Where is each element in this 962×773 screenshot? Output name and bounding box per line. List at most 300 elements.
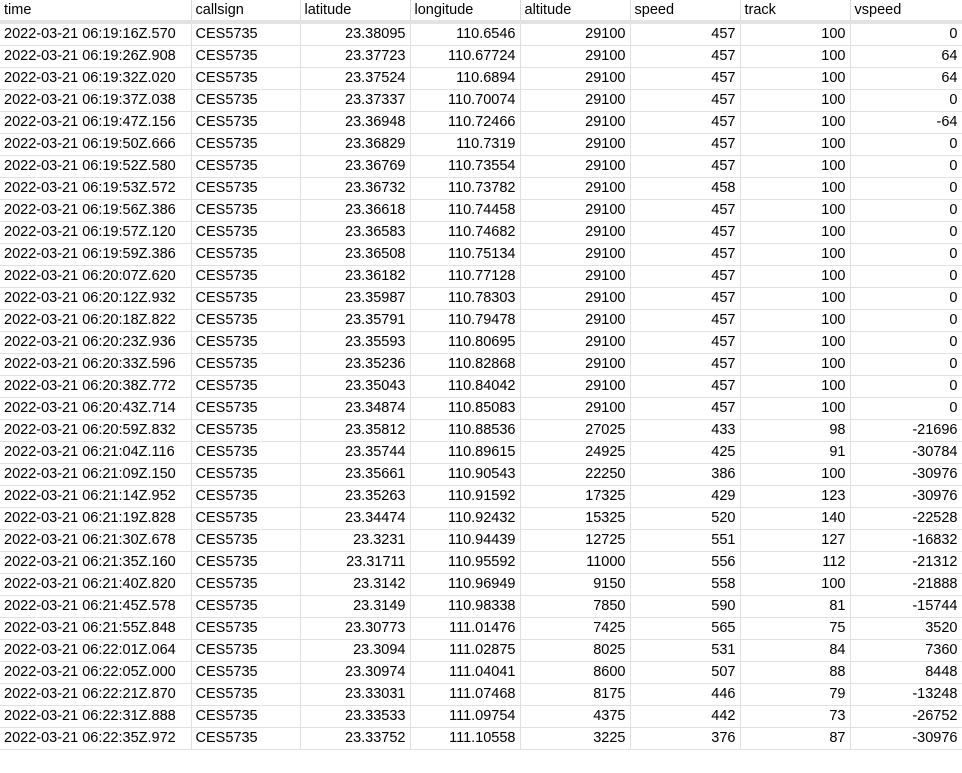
cell-time[interactable]: 2022-03-21 06:19:37Z.038: [0, 90, 191, 112]
cell-speed[interactable]: 457: [630, 310, 740, 332]
cell-time[interactable]: 2022-03-21 06:21:35Z.160: [0, 552, 191, 574]
cell-speed[interactable]: 520: [630, 508, 740, 530]
cell-vspeed[interactable]: 0: [850, 398, 962, 420]
cell-track[interactable]: 84: [740, 640, 850, 662]
cell-track[interactable]: 100: [740, 574, 850, 596]
cell-latitude[interactable]: 23.34474: [300, 508, 410, 530]
cell-track[interactable]: 75: [740, 618, 850, 640]
cell-callsign[interactable]: CES5735: [191, 134, 300, 156]
cell-callsign[interactable]: CES5735: [191, 244, 300, 266]
cell-latitude[interactable]: 23.33533: [300, 706, 410, 728]
cell-time[interactable]: 2022-03-21 06:20:43Z.714: [0, 398, 191, 420]
table-row: [0, 376, 962, 398]
cell-altitude[interactable]: 29100: [520, 354, 630, 376]
cell-time[interactable]: 2022-03-21 06:20:18Z.822: [0, 310, 191, 332]
cell-speed[interactable]: 442: [630, 706, 740, 728]
cell-callsign[interactable]: CES5735: [191, 442, 300, 464]
cell-altitude[interactable]: 27025: [520, 420, 630, 442]
table-row: [0, 134, 962, 156]
cell-speed[interactable]: 457: [630, 156, 740, 178]
cell-speed[interactable]: 507: [630, 662, 740, 684]
cell-vspeed[interactable]: -30976: [850, 728, 962, 750]
cell-callsign[interactable]: CES5735: [191, 640, 300, 662]
cell-longitude[interactable]: 110.79478: [410, 310, 520, 332]
cell-time[interactable]: 2022-03-21 06:19:56Z.386: [0, 200, 191, 222]
table-row: [0, 288, 962, 310]
cell-latitude[interactable]: 23.35791: [300, 310, 410, 332]
cell-track[interactable]: 127: [740, 530, 850, 552]
cell-vspeed[interactable]: 0: [850, 156, 962, 178]
cell-longitude[interactable]: 110.96949: [410, 574, 520, 596]
cell-vspeed[interactable]: -30976: [850, 464, 962, 486]
cell-latitude[interactable]: 23.35043: [300, 376, 410, 398]
cell-latitude[interactable]: 23.35263: [300, 486, 410, 508]
cell-track[interactable]: 91: [740, 442, 850, 464]
cell-longitude[interactable]: 110.74682: [410, 222, 520, 244]
cell-altitude[interactable]: 29100: [520, 22, 630, 46]
cell-time[interactable]: 2022-03-21 06:20:33Z.596: [0, 354, 191, 376]
cell-callsign[interactable]: CES5735: [191, 22, 300, 46]
cell-speed[interactable]: 457: [630, 244, 740, 266]
cell-vspeed[interactable]: 0: [850, 376, 962, 398]
table-row: [0, 46, 962, 68]
cell-latitude[interactable]: 23.33031: [300, 684, 410, 706]
cell-latitude[interactable]: 23.36829: [300, 134, 410, 156]
cell-callsign[interactable]: CES5735: [191, 288, 300, 310]
cell-longitude[interactable]: 110.74458: [410, 200, 520, 222]
cell-latitude[interactable]: 23.38095: [300, 22, 410, 46]
cell-altitude[interactable]: 12725: [520, 530, 630, 552]
cell-altitude[interactable]: 29100: [520, 46, 630, 68]
cell-longitude[interactable]: 111.10558: [410, 728, 520, 750]
cell-longitude[interactable]: 110.89615: [410, 442, 520, 464]
cell-altitude[interactable]: 8175: [520, 684, 630, 706]
cell-time[interactable]: 2022-03-21 06:19:59Z.386: [0, 244, 191, 266]
cell-latitude[interactable]: 23.35744: [300, 442, 410, 464]
cell-track[interactable]: 81: [740, 596, 850, 618]
cell-callsign[interactable]: CES5735: [191, 200, 300, 222]
table-row: [0, 530, 962, 552]
cell-time[interactable]: 2022-03-21 06:20:12Z.932: [0, 288, 191, 310]
cell-vspeed[interactable]: 7360: [850, 640, 962, 662]
cell-latitude[interactable]: 23.36182: [300, 266, 410, 288]
table-row: [0, 640, 962, 662]
cell-track[interactable]: 88: [740, 662, 850, 684]
cell-longitude[interactable]: 110.73554: [410, 156, 520, 178]
cell-vspeed[interactable]: 0: [850, 244, 962, 266]
cell-track[interactable]: 100: [740, 464, 850, 486]
cell-speed[interactable]: 457: [630, 90, 740, 112]
table-row: [0, 112, 962, 134]
cell-longitude[interactable]: 110.78303: [410, 288, 520, 310]
cell-track[interactable]: 140: [740, 508, 850, 530]
cell-callsign[interactable]: CES5735: [191, 354, 300, 376]
cell-altitude[interactable]: 4375: [520, 706, 630, 728]
cell-latitude[interactable]: 23.36583: [300, 222, 410, 244]
cell-track[interactable]: 100: [740, 178, 850, 200]
table-row: [0, 178, 962, 200]
cell-track[interactable]: 100: [740, 46, 850, 68]
cell-speed[interactable]: 457: [630, 288, 740, 310]
cell-callsign[interactable]: CES5735: [191, 376, 300, 398]
cell-longitude[interactable]: 110.94439: [410, 530, 520, 552]
table-row: [0, 508, 962, 530]
cell-callsign[interactable]: CES5735: [191, 266, 300, 288]
cell-vspeed[interactable]: 3520: [850, 618, 962, 640]
cell-altitude[interactable]: 29100: [520, 288, 630, 310]
cell-callsign[interactable]: CES5735: [191, 486, 300, 508]
cell-callsign[interactable]: CES5735: [191, 178, 300, 200]
cell-time[interactable]: 2022-03-21 06:19:57Z.120: [0, 222, 191, 244]
cell-time[interactable]: 2022-03-21 06:21:40Z.820: [0, 574, 191, 596]
cell-altitude[interactable]: 29100: [520, 90, 630, 112]
cell-latitude[interactable]: 23.33752: [300, 728, 410, 750]
cell-vspeed[interactable]: -16832: [850, 530, 962, 552]
cell-callsign[interactable]: CES5735: [191, 530, 300, 552]
cell-speed[interactable]: 457: [630, 22, 740, 46]
cell-altitude[interactable]: 29100: [520, 68, 630, 90]
cell-track[interactable]: 123: [740, 486, 850, 508]
cell-speed[interactable]: 376: [630, 728, 740, 750]
cell-time[interactable]: 2022-03-21 06:19:26Z.908: [0, 46, 191, 68]
cell-longitude[interactable]: 110.70074: [410, 90, 520, 112]
table-row: [0, 442, 962, 464]
cell-callsign[interactable]: CES5735: [191, 90, 300, 112]
cell-altitude[interactable]: 22250: [520, 464, 630, 486]
cell-speed[interactable]: 457: [630, 266, 740, 288]
cell-vspeed[interactable]: -21696: [850, 420, 962, 442]
cell-altitude[interactable]: 29100: [520, 200, 630, 222]
cell-vspeed[interactable]: -15744: [850, 596, 962, 618]
cell-track[interactable]: 100: [740, 310, 850, 332]
cell-callsign[interactable]: CES5735: [191, 68, 300, 90]
cell-track[interactable]: 100: [740, 200, 850, 222]
cell-longitude[interactable]: 110.6894: [410, 68, 520, 90]
cell-time[interactable]: 2022-03-21 06:22:31Z.888: [0, 706, 191, 728]
cell-callsign[interactable]: CES5735: [191, 684, 300, 706]
cell-longitude[interactable]: 110.82868: [410, 354, 520, 376]
cell-track[interactable]: 79: [740, 684, 850, 706]
cell-speed[interactable]: 425: [630, 442, 740, 464]
cell-track[interactable]: 100: [740, 68, 850, 90]
cell-altitude[interactable]: 29100: [520, 332, 630, 354]
table-body: [0, 22, 962, 750]
cell-speed[interactable]: 457: [630, 112, 740, 134]
cell-longitude[interactable]: 110.77128: [410, 266, 520, 288]
cell-longitude[interactable]: 111.01476: [410, 618, 520, 640]
column-header-track[interactable]: track: [740, 0, 850, 22]
cell-speed[interactable]: 457: [630, 68, 740, 90]
cell-altitude[interactable]: 15325: [520, 508, 630, 530]
cell-longitude[interactable]: 110.72466: [410, 112, 520, 134]
column-header-callsign[interactable]: callsign: [191, 0, 300, 22]
cell-vspeed[interactable]: 0: [850, 354, 962, 376]
cell-speed[interactable]: 457: [630, 354, 740, 376]
table-row: [0, 22, 962, 46]
cell-vspeed[interactable]: 0: [850, 222, 962, 244]
cell-speed[interactable]: 458: [630, 178, 740, 200]
cell-track[interactable]: 100: [740, 354, 850, 376]
cell-altitude[interactable]: 29100: [520, 134, 630, 156]
cell-speed[interactable]: 457: [630, 200, 740, 222]
column-header-time[interactable]: time: [0, 0, 191, 22]
header-row: [0, 0, 962, 22]
cell-latitude[interactable]: 23.30773: [300, 618, 410, 640]
cell-latitude[interactable]: 23.35593: [300, 332, 410, 354]
cell-time[interactable]: 2022-03-21 06:19:50Z.666: [0, 134, 191, 156]
cell-longitude[interactable]: 110.88536: [410, 420, 520, 442]
cell-longitude[interactable]: 110.80695: [410, 332, 520, 354]
cell-vspeed[interactable]: -30784: [850, 442, 962, 464]
cell-speed[interactable]: 457: [630, 222, 740, 244]
cell-time[interactable]: 2022-03-21 06:19:52Z.580: [0, 156, 191, 178]
cell-callsign[interactable]: CES5735: [191, 618, 300, 640]
cell-latitude[interactable]: 23.36508: [300, 244, 410, 266]
cell-longitude[interactable]: 110.98338: [410, 596, 520, 618]
cell-callsign[interactable]: CES5735: [191, 46, 300, 68]
cell-speed[interactable]: 590: [630, 596, 740, 618]
table-row: [0, 222, 962, 244]
cell-speed[interactable]: 386: [630, 464, 740, 486]
cell-latitude[interactable]: 23.34874: [300, 398, 410, 420]
cell-track[interactable]: 100: [740, 398, 850, 420]
cell-callsign[interactable]: CES5735: [191, 332, 300, 354]
cell-vspeed[interactable]: 0: [850, 288, 962, 310]
cell-longitude[interactable]: 110.95592: [410, 552, 520, 574]
cell-longitude[interactable]: 110.7319: [410, 134, 520, 156]
cell-altitude[interactable]: 29100: [520, 112, 630, 134]
cell-callsign[interactable]: CES5735: [191, 464, 300, 486]
cell-altitude[interactable]: 29100: [520, 398, 630, 420]
cell-vspeed[interactable]: 0: [850, 90, 962, 112]
cell-time[interactable]: 2022-03-21 06:20:23Z.936: [0, 332, 191, 354]
cell-altitude[interactable]: 8025: [520, 640, 630, 662]
cell-latitude[interactable]: 23.36948: [300, 112, 410, 134]
column-header-longitude[interactable]: longitude: [410, 0, 520, 22]
cell-track[interactable]: 112: [740, 552, 850, 574]
cell-speed[interactable]: 433: [630, 420, 740, 442]
cell-altitude[interactable]: 7425: [520, 618, 630, 640]
column-header-speed[interactable]: speed: [630, 0, 740, 22]
table-row: [0, 574, 962, 596]
cell-latitude[interactable]: 23.36769: [300, 156, 410, 178]
cell-speed[interactable]: 446: [630, 684, 740, 706]
cell-latitude[interactable]: 23.36618: [300, 200, 410, 222]
cell-time[interactable]: 2022-03-21 06:19:47Z.156: [0, 112, 191, 134]
cell-longitude[interactable]: 110.75134: [410, 244, 520, 266]
cell-vspeed[interactable]: -13248: [850, 684, 962, 706]
cell-time[interactable]: 2022-03-21 06:21:14Z.952: [0, 486, 191, 508]
cell-longitude[interactable]: 110.90543: [410, 464, 520, 486]
cell-vspeed[interactable]: -30976: [850, 486, 962, 508]
cell-time[interactable]: 2022-03-21 06:21:19Z.828: [0, 508, 191, 530]
cell-time[interactable]: 2022-03-21 06:20:59Z.832: [0, 420, 191, 442]
cell-latitude[interactable]: 23.3094: [300, 640, 410, 662]
cell-track[interactable]: 100: [740, 376, 850, 398]
cell-track[interactable]: 100: [740, 288, 850, 310]
cell-vspeed[interactable]: 0: [850, 266, 962, 288]
cell-speed[interactable]: 457: [630, 376, 740, 398]
cell-speed[interactable]: 558: [630, 574, 740, 596]
cell-time[interactable]: 2022-03-21 06:22:05Z.000: [0, 662, 191, 684]
cell-time[interactable]: 2022-03-21 06:20:07Z.620: [0, 266, 191, 288]
cell-longitude[interactable]: 110.92432: [410, 508, 520, 530]
cell-longitude[interactable]: 111.02875: [410, 640, 520, 662]
cell-latitude[interactable]: 23.35812: [300, 420, 410, 442]
table-row: [0, 464, 962, 486]
table-row: [0, 596, 962, 618]
table-row: [0, 706, 962, 728]
cell-track[interactable]: 73: [740, 706, 850, 728]
cell-time[interactable]: 2022-03-21 06:22:21Z.870: [0, 684, 191, 706]
cell-vspeed[interactable]: -64: [850, 112, 962, 134]
cell-callsign[interactable]: CES5735: [191, 662, 300, 684]
table-row: [0, 244, 962, 266]
cell-callsign[interactable]: CES5735: [191, 728, 300, 750]
cell-latitude[interactable]: 23.35236: [300, 354, 410, 376]
cell-vspeed[interactable]: 0: [850, 332, 962, 354]
column-header-altitude[interactable]: altitude: [520, 0, 630, 22]
cell-callsign[interactable]: CES5735: [191, 596, 300, 618]
cell-track[interactable]: 100: [740, 266, 850, 288]
cell-vspeed[interactable]: -22528: [850, 508, 962, 530]
cell-longitude[interactable]: 110.73782: [410, 178, 520, 200]
column-header-vspeed[interactable]: vspeed: [850, 0, 962, 22]
table-row: [0, 266, 962, 288]
cell-longitude[interactable]: 110.85083: [410, 398, 520, 420]
cell-latitude[interactable]: 23.35661: [300, 464, 410, 486]
cell-latitude[interactable]: 23.37723: [300, 46, 410, 68]
cell-latitude[interactable]: 23.3231: [300, 530, 410, 552]
cell-vspeed[interactable]: -21312: [850, 552, 962, 574]
cell-time[interactable]: 2022-03-21 06:21:09Z.150: [0, 464, 191, 486]
cell-latitude[interactable]: 23.37337: [300, 90, 410, 112]
cell-callsign[interactable]: CES5735: [191, 310, 300, 332]
cell-time[interactable]: 2022-03-21 06:22:35Z.972: [0, 728, 191, 750]
cell-altitude[interactable]: 3225: [520, 728, 630, 750]
cell-altitude[interactable]: 29100: [520, 156, 630, 178]
cell-longitude[interactable]: 110.67724: [410, 46, 520, 68]
cell-track[interactable]: 87: [740, 728, 850, 750]
cell-altitude[interactable]: 17325: [520, 486, 630, 508]
cell-track[interactable]: 100: [740, 244, 850, 266]
cell-longitude[interactable]: 111.09754: [410, 706, 520, 728]
cell-longitude[interactable]: 111.07468: [410, 684, 520, 706]
cell-longitude[interactable]: 110.84042: [410, 376, 520, 398]
cell-altitude[interactable]: 29100: [520, 178, 630, 200]
cell-callsign[interactable]: CES5735: [191, 222, 300, 244]
cell-altitude[interactable]: 29100: [520, 376, 630, 398]
cell-time[interactable]: 2022-03-21 06:22:01Z.064: [0, 640, 191, 662]
cell-altitude[interactable]: 29100: [520, 222, 630, 244]
cell-latitude[interactable]: 23.31711: [300, 552, 410, 574]
cell-callsign[interactable]: CES5735: [191, 552, 300, 574]
cell-time[interactable]: 2022-03-21 06:21:30Z.678: [0, 530, 191, 552]
cell-track[interactable]: 100: [740, 134, 850, 156]
cell-track[interactable]: 100: [740, 22, 850, 46]
cell-altitude[interactable]: 29100: [520, 310, 630, 332]
table-row: [0, 552, 962, 574]
table-row: [0, 200, 962, 222]
cell-time[interactable]: 2022-03-21 06:19:32Z.020: [0, 68, 191, 90]
cell-latitude[interactable]: 23.35987: [300, 288, 410, 310]
cell-callsign[interactable]: CES5735: [191, 112, 300, 134]
cell-track[interactable]: 100: [740, 112, 850, 134]
cell-speed[interactable]: 457: [630, 46, 740, 68]
cell-latitude[interactable]: 23.30974: [300, 662, 410, 684]
cell-vspeed[interactable]: -21888: [850, 574, 962, 596]
cell-speed[interactable]: 531: [630, 640, 740, 662]
cell-speed[interactable]: 429: [630, 486, 740, 508]
cell-speed[interactable]: 551: [630, 530, 740, 552]
cell-callsign[interactable]: CES5735: [191, 706, 300, 728]
cell-vspeed[interactable]: 0: [850, 178, 962, 200]
cell-callsign[interactable]: CES5735: [191, 398, 300, 420]
cell-vspeed[interactable]: 0: [850, 200, 962, 222]
cell-latitude[interactable]: 23.37524: [300, 68, 410, 90]
cell-speed[interactable]: 556: [630, 552, 740, 574]
cell-latitude[interactable]: 23.3142: [300, 574, 410, 596]
cell-speed[interactable]: 457: [630, 398, 740, 420]
cell-vspeed[interactable]: 0: [850, 310, 962, 332]
cell-track[interactable]: 100: [740, 156, 850, 178]
cell-speed[interactable]: 457: [630, 332, 740, 354]
cell-callsign[interactable]: CES5735: [191, 574, 300, 596]
cell-time[interactable]: 2022-03-21 06:21:45Z.578: [0, 596, 191, 618]
cell-vspeed[interactable]: 64: [850, 46, 962, 68]
cell-altitude[interactable]: 11000: [520, 552, 630, 574]
column-header-latitude[interactable]: latitude: [300, 0, 410, 22]
cell-track[interactable]: 98: [740, 420, 850, 442]
cell-time[interactable]: 2022-03-21 06:20:38Z.772: [0, 376, 191, 398]
cell-altitude[interactable]: 8600: [520, 662, 630, 684]
cell-speed[interactable]: 565: [630, 618, 740, 640]
cell-vspeed[interactable]: -26752: [850, 706, 962, 728]
cell-altitude[interactable]: 7850: [520, 596, 630, 618]
cell-latitude[interactable]: 23.36732: [300, 178, 410, 200]
cell-longitude[interactable]: 111.04041: [410, 662, 520, 684]
cell-time[interactable]: 2022-03-21 06:21:04Z.116: [0, 442, 191, 464]
cell-time[interactable]: 2022-03-21 06:21:55Z.848: [0, 618, 191, 640]
cell-vspeed[interactable]: 0: [850, 134, 962, 156]
cell-time[interactable]: 2022-03-21 06:19:16Z.570: [0, 22, 191, 46]
cell-altitude[interactable]: 24925: [520, 442, 630, 464]
cell-speed[interactable]: 457: [630, 134, 740, 156]
table-row: [0, 332, 962, 354]
cell-altitude[interactable]: 9150: [520, 574, 630, 596]
cell-track[interactable]: 100: [740, 222, 850, 244]
table-row: [0, 728, 962, 750]
cell-longitude[interactable]: 110.6546: [410, 22, 520, 46]
cell-callsign[interactable]: CES5735: [191, 156, 300, 178]
cell-vspeed[interactable]: 64: [850, 68, 962, 90]
table-row: [0, 68, 962, 90]
cell-time[interactable]: 2022-03-21 06:19:53Z.572: [0, 178, 191, 200]
cell-vspeed[interactable]: 8448: [850, 662, 962, 684]
cell-track[interactable]: 100: [740, 332, 850, 354]
cell-longitude[interactable]: 110.91592: [410, 486, 520, 508]
cell-altitude[interactable]: 29100: [520, 244, 630, 266]
cell-latitude[interactable]: 23.3149: [300, 596, 410, 618]
table-row: [0, 310, 962, 332]
table-row: [0, 156, 962, 178]
cell-callsign[interactable]: CES5735: [191, 508, 300, 530]
table-row: [0, 684, 962, 706]
cell-altitude[interactable]: 29100: [520, 266, 630, 288]
cell-callsign[interactable]: CES5735: [191, 420, 300, 442]
cell-track[interactable]: 100: [740, 90, 850, 112]
cell-vspeed[interactable]: 0: [850, 22, 962, 46]
